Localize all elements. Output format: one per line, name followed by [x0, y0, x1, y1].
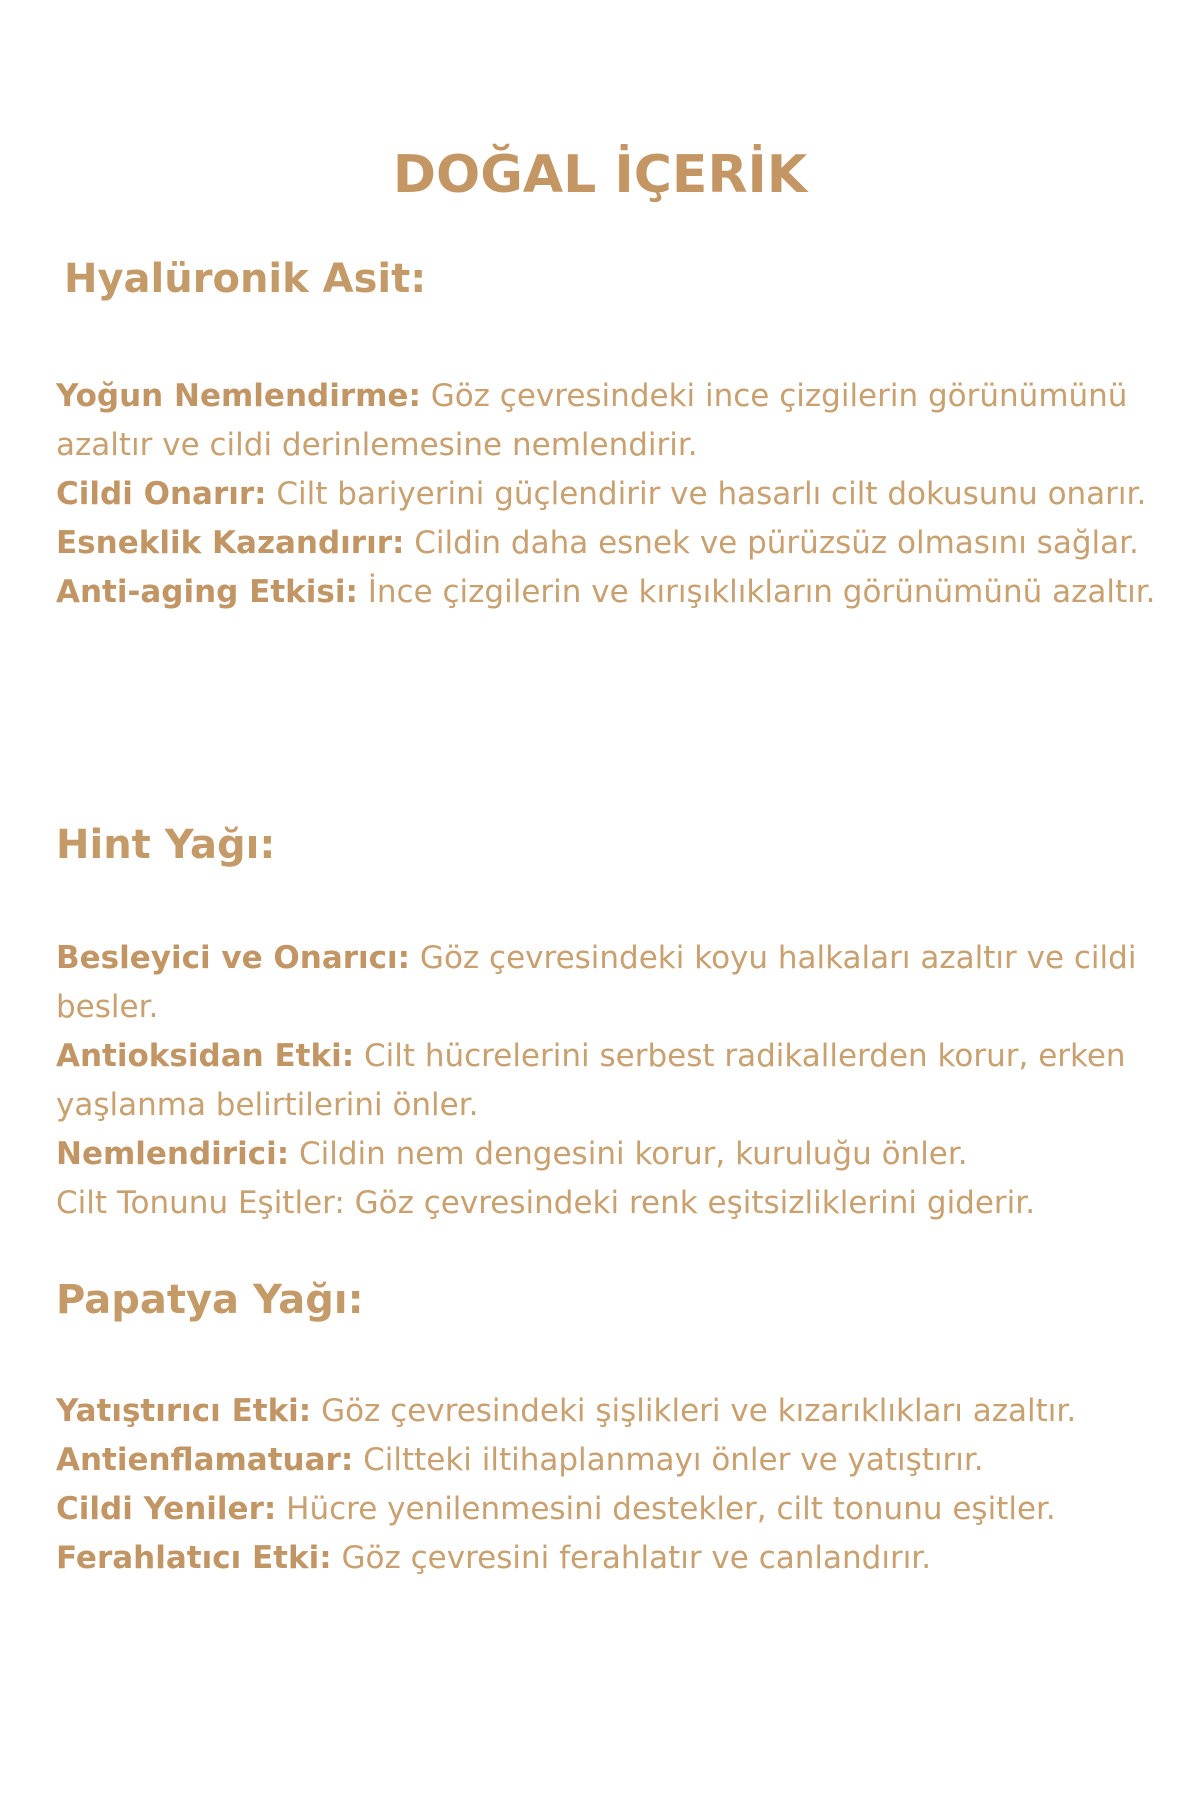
- benefit-text: Cilt bariyerini güçlendirir ve hasarlı cilt dokusunu onarır.: [266, 476, 1147, 512]
- page-title: DOĞAL İÇERİK: [392, 145, 808, 205]
- benefit-item: [56, 1387, 1156, 1436]
- benefit-label: Antioksidan Etki:: [56, 1038, 355, 1074]
- benefit-item: [56, 1534, 1156, 1583]
- benefit-text: Göz çevresini ferahlatır ve canlandırır.: [331, 1540, 932, 1576]
- section-heading-hint-yagi: Hint Yağı:: [56, 822, 276, 868]
- benefit-item: [56, 1130, 1156, 1179]
- benefit-list-hint-yagi: [56, 934, 1156, 1228]
- benefit-text: Hücre yenilenmesini destekler, cilt tonunu eşitler.: [276, 1491, 1056, 1527]
- benefit-item: [56, 934, 1156, 1032]
- benefit-label: Anti-aging Etkisi:: [56, 574, 358, 610]
- benefit-label: Cildi Yeniler:: [56, 1491, 277, 1527]
- benefit-label: Yatıştırıcı Etki:: [56, 1393, 312, 1429]
- benefit-label: Ferahlatıcı Etki:: [56, 1540, 332, 1576]
- benefit-text: Cildin nem dengesini korur, kuruluğu önler.: [289, 1136, 968, 1172]
- benefit-label: Besleyici ve Onarıcı:: [56, 940, 411, 976]
- benefit-item: [56, 568, 1156, 617]
- benefit-item: [56, 470, 1156, 519]
- section-heading-hyaluronik-asit: Hyalüronik Asit:: [64, 256, 427, 302]
- benefit-text: Cildin daha esnek ve pürüzsüz olmasını sağlar.: [404, 525, 1139, 561]
- benefit-label: Esneklik Kazandırır:: [56, 525, 405, 561]
- benefit-item: [56, 519, 1156, 568]
- benefit-list-papatya-yagi: [56, 1387, 1156, 1583]
- section-heading-papatya-yagi: Papatya Yağı:: [56, 1277, 364, 1323]
- benefit-label: Cildi Onarır:: [56, 476, 267, 512]
- benefit-text: Cilt hücrelerini serbest radikallerden korur, erken yaşlanma belirtilerini önler.: [56, 1038, 1126, 1123]
- benefit-label: Yoğun Nemlendirme:: [56, 378, 421, 414]
- benefit-item: [56, 372, 1156, 470]
- benefit-text: Göz çevresindeki koyu halkaları azaltır ve cildi besler.: [56, 940, 1137, 1025]
- benefit-label: Nemlendirici:: [56, 1136, 290, 1172]
- benefit-text: Ciltteki iltihaplanmayı önler ve yatıştırır.: [353, 1442, 984, 1478]
- benefit-text: Göz çevresindeki ince çizgilerin görünümünü azaltır ve cildi derinlemesine nemlendirir.: [56, 378, 1128, 463]
- benefit-item: [56, 1032, 1156, 1130]
- benefit-list-hyaluronik-asit: [56, 372, 1156, 617]
- benefit-item: [56, 1179, 1156, 1228]
- benefit-text: Göz çevresindeki şişlikleri ve kızarıklıkları azaltır.: [311, 1393, 1077, 1429]
- benefit-item: [56, 1436, 1156, 1485]
- benefit-text: Cilt Tonunu Eşitler: Göz çevresindeki renk eşitsizliklerini giderir.: [56, 1185, 1036, 1221]
- benefit-item: [56, 1485, 1156, 1534]
- benefit-label: Antienflamatuar:: [56, 1442, 354, 1478]
- benefit-text: İnce çizgilerin ve kırışıklıkların görünümünü azaltır.: [357, 574, 1156, 610]
